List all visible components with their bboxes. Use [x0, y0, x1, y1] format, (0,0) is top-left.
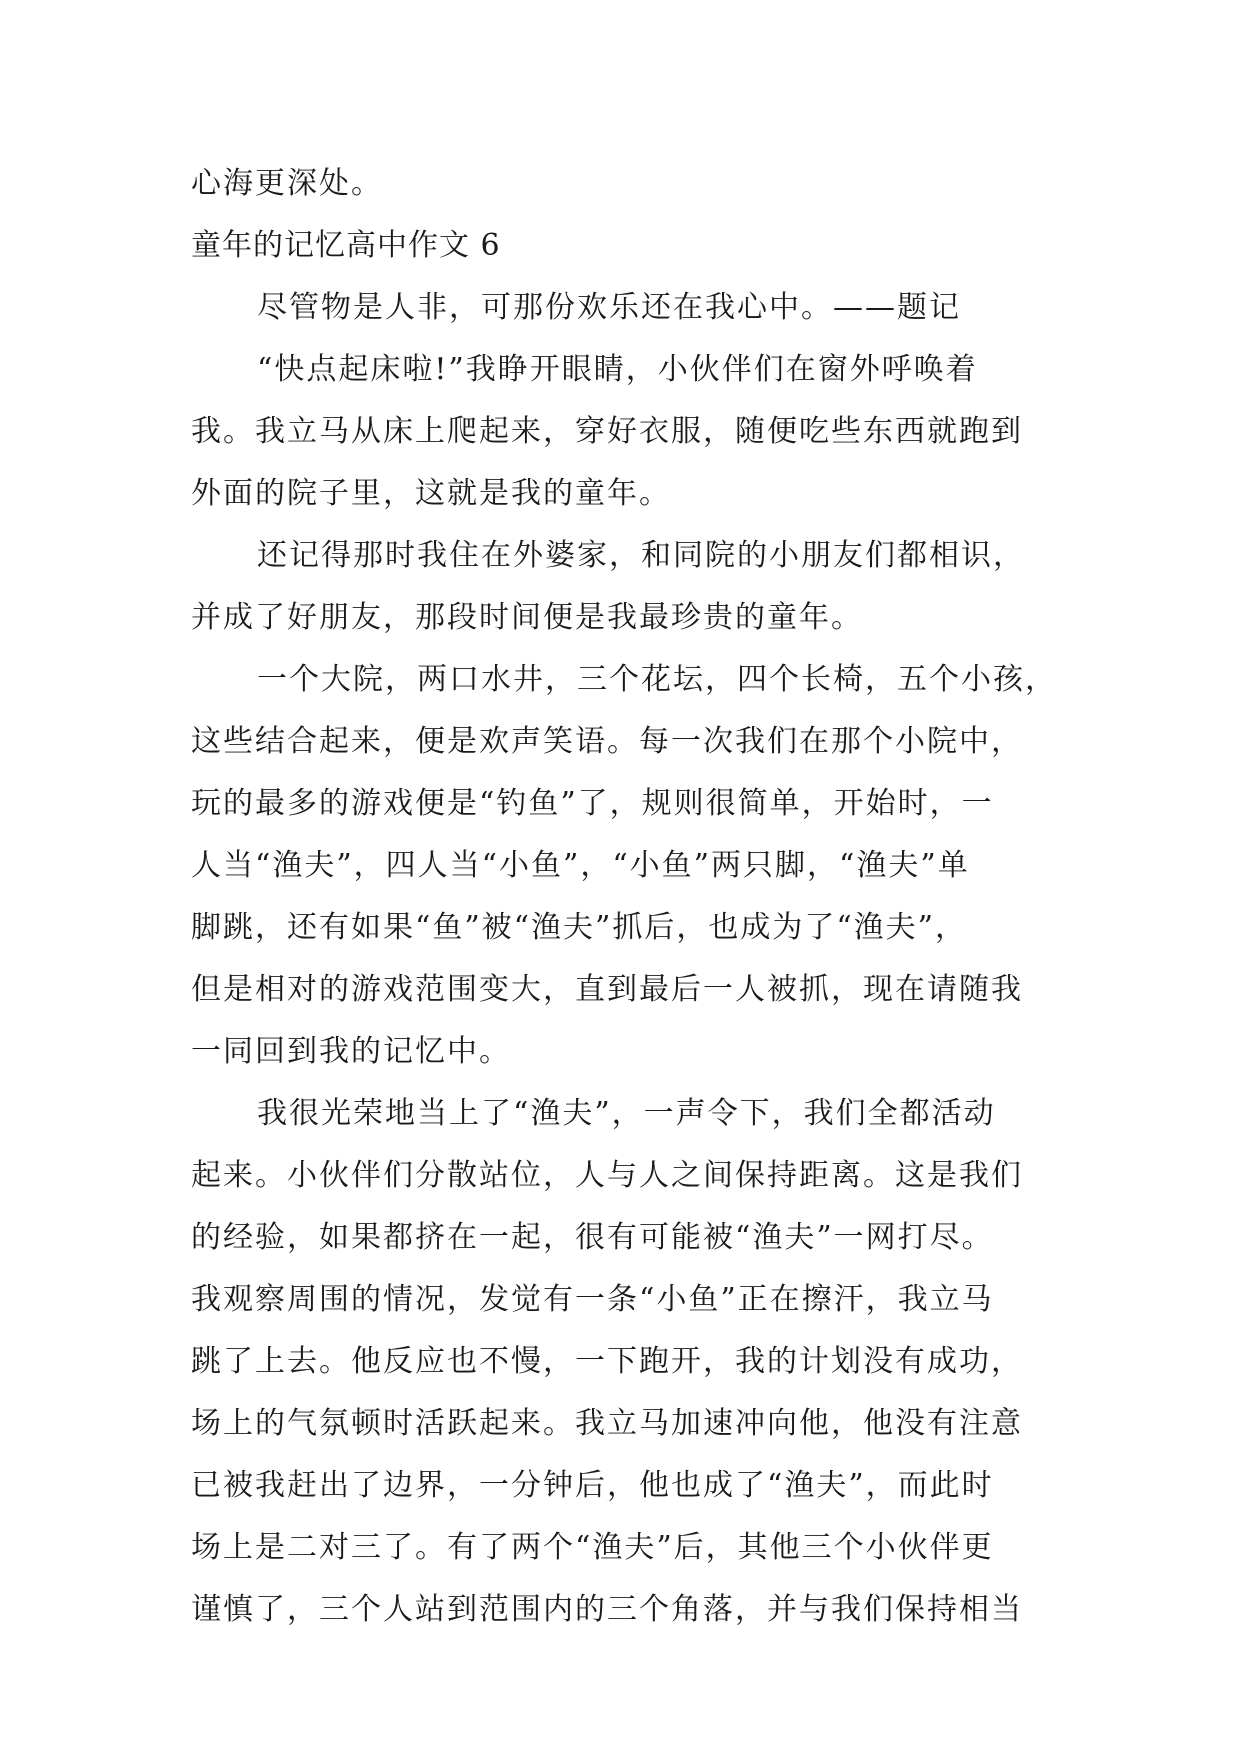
text-line: 我很光荣地当上了“渔夫”，一声令下，我们全都活动 [257, 1096, 996, 1131]
text-line: 并成了好朋友，那段时间便是我最珍贵的童年。 [191, 600, 863, 635]
text-line: 一同回到我的记忆中。 [191, 1034, 511, 1069]
text-line: 谨慎了，三个人站到范围内的三个角落，并与我们保持相当 [191, 1592, 1023, 1627]
text-line: 起来。小伙伴们分散站位，人与人之间保持距离。这是我们 [191, 1158, 1023, 1193]
text-line: 心海更深处。 [191, 166, 383, 201]
text-line: 这些结合起来，便是欢声笑语。每一次我们在那个小院中， [191, 724, 1023, 759]
text-line: 玩的最多的游戏便是“钓鱼”了，规则很简单，开始时，一 [191, 786, 994, 821]
text-line: 我观察周围的情况，发觉有一条“小鱼”正在擦汗，我立马 [191, 1282, 994, 1317]
text-line: 的经验，如果都挤在一起，很有可能被“渔夫”一网打尽。 [191, 1220, 994, 1255]
text-line: 一个大院，两口水井，三个花坛，四个长椅，五个小孩， [257, 662, 1057, 697]
text-line: 外面的院子里，这就是我的童年。 [191, 476, 671, 511]
text-line: 脚跳，还有如果“鱼”被“渔夫”抓后，也成为了“渔夫”， [191, 910, 968, 945]
text-line: 场上的气氛顿时活跃起来。我立马加速冲向他，他没有注意 [191, 1406, 1023, 1441]
text-line: “快点起床啦!”我睁开眼睛，小伙伴们在窗外呼唤着 [257, 352, 978, 387]
text-line: 人当“渔夫”，四人当“小鱼”，“小鱼”两只脚，“渔夫”单 [191, 848, 970, 883]
text-line: 已被我赶出了边界，一分钟后，他也成了“渔夫”，而此时 [191, 1468, 994, 1503]
text-line: 但是相对的游戏范围变大，直到最后一人被抓，现在请随我 [191, 972, 1023, 1007]
essay-title: 童年的记忆高中作文 6 [191, 228, 501, 263]
text-line: 还记得那时我住在外婆家，和同院的小朋友们都相识， [257, 538, 1025, 573]
text-line: 我。我立马从床上爬起来，穿好衣服，随便吃些东西就跑到 [191, 414, 1023, 449]
essay-body [191, 162, 1057, 1650]
text-line: 跳了上去。他反应也不慢，一下跑开，我的计划没有成功， [191, 1344, 1023, 1379]
text-line: 场上是二对三了。有了两个“渔夫”后，其他三个小伙伴更 [191, 1530, 994, 1565]
epigraph-line: 尽管物是人非，可那份欢乐还在我心中。——题记 [257, 290, 961, 325]
